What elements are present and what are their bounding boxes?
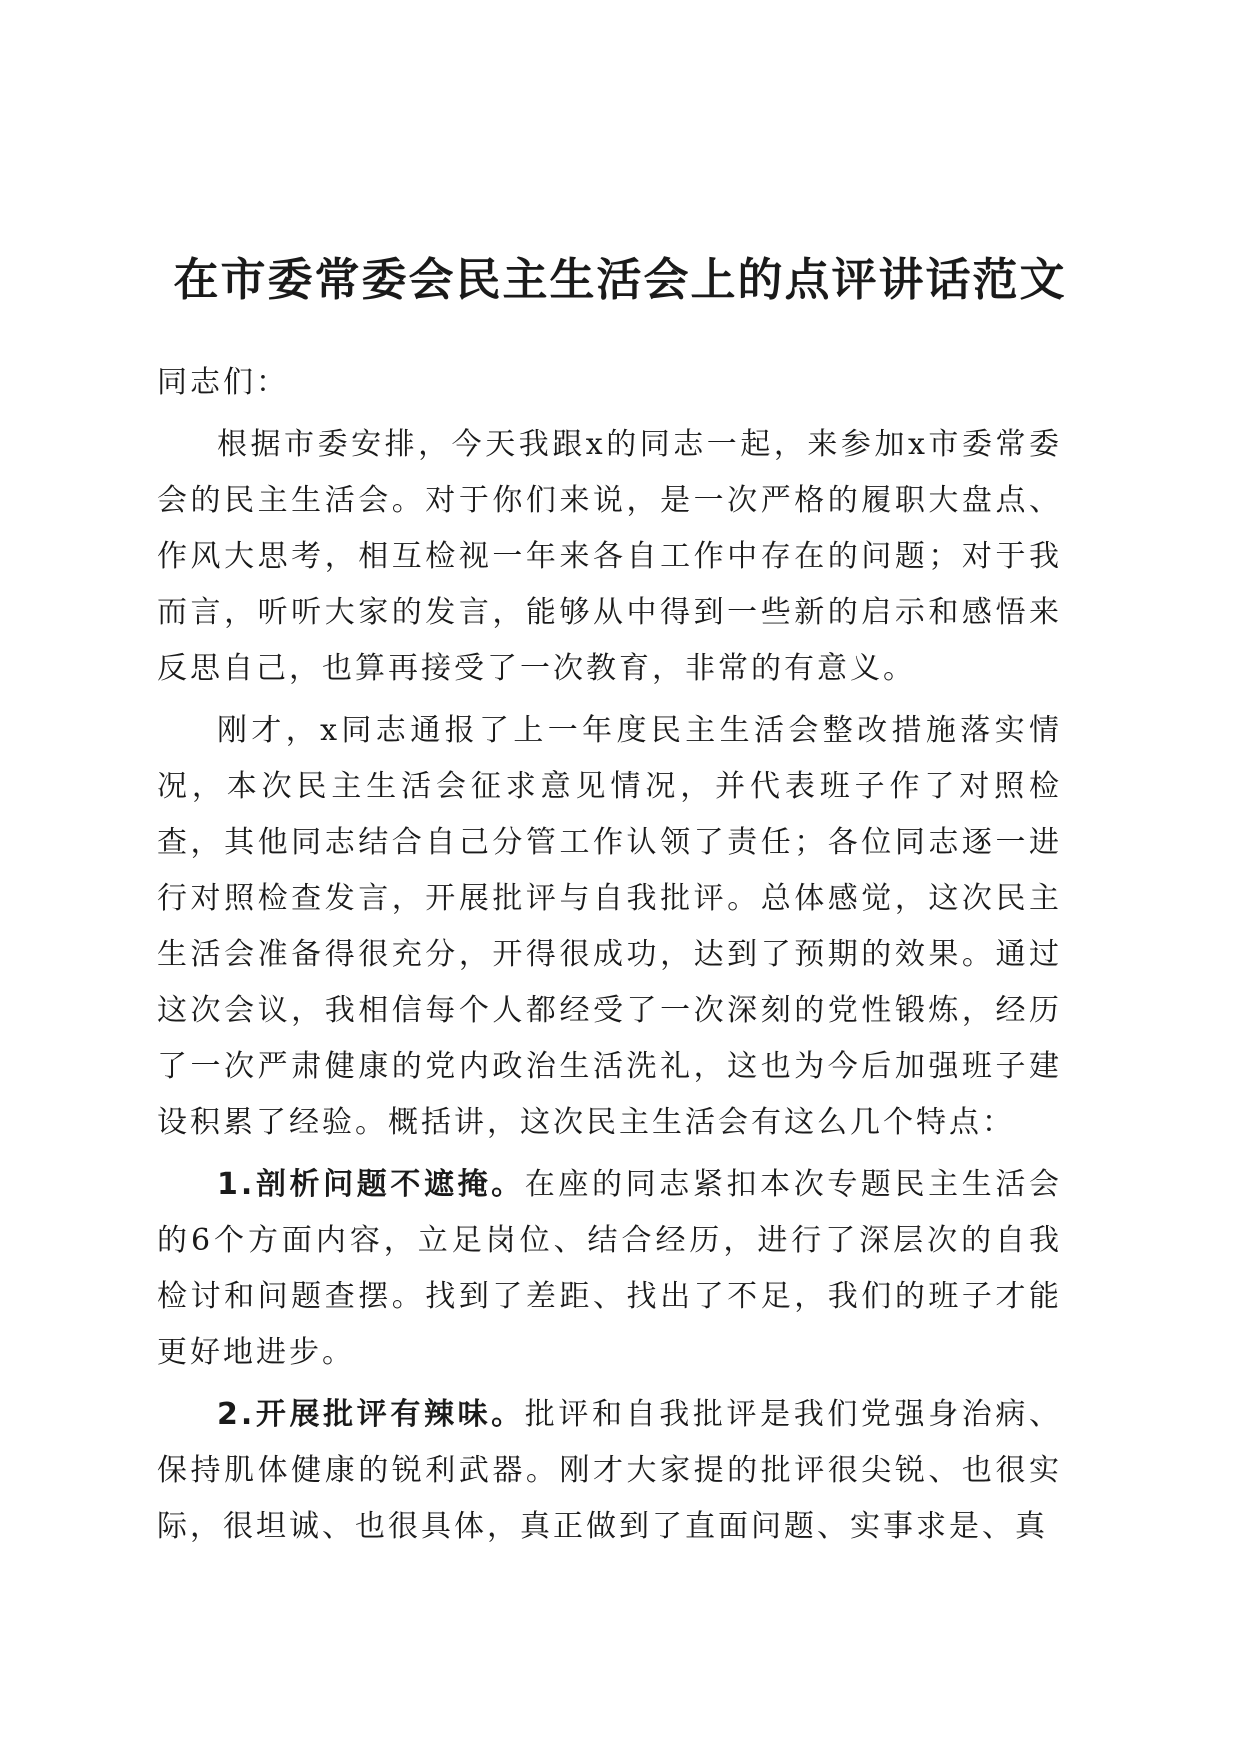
paragraph-point-1	[157, 1157, 1062, 1381]
document-body	[157, 355, 1062, 1561]
paragraph-summary	[157, 703, 1062, 1151]
paragraph-text: 在座的同志紧扣本次专题民主生活会的6个方面内容，立足岗位、结合经历，进行了深层次的自我检讨和问题查摆。找到了差距、找出了不足，我们的班子才能更好地进步。	[157, 1167, 1062, 1370]
paragraph-intro	[157, 417, 1062, 697]
document-title: 在市委常委会民主生活会上的点评讲话范文	[173, 253, 1067, 306]
greeting: 同志们：	[157, 365, 289, 400]
paragraph-text: 根据市委安排，今天我跟x的同志一起，来参加x市委常委会的民主生活会。对于你们来说，是一次严格的履职大盘点、作风大思考，相互检视一年来各自工作中存在的问题；对于我而言，听听大家的发言，能够从中得到一些新的启示和感悟来反思自己，也算再接受了一次教育，非常的有意义。	[157, 427, 1062, 686]
point-heading: 1.剖析问题不遮掩。	[217, 1167, 525, 1202]
paragraph-point-2	[157, 1387, 1062, 1555]
paragraph-text: 批评和自我批评是我们党强身治病、保持肌体健康的锐利武器。刚才大家提的批评很尖锐、也很实际，很坦诚、也很具体，真正做到了直面问题、实事求是、真	[157, 1397, 1062, 1544]
point-heading: 2.开展批评有辣味。	[217, 1397, 525, 1432]
paragraph-text: 刚才，x同志通报了上一年度民主生活会整改措施落实情况，本次民主生活会征求意见情况，并代表班子作了对照检查，其他同志结合自己分管工作认领了责任；各位同志逐一进行对照检查发言，开展批评与自我批评。总体感觉，这次民主生活会准备得很充分，开得很成功，达到了预期的效果。通过这次会议，我相信每个人都经受了一次深刻的党性锻炼，经历了一次严肃健康的党内政治生活洗礼，这也为今后加强班子建设积累了经验。概括讲，这次民主生活会有这么几个特点：	[157, 713, 1062, 1140]
